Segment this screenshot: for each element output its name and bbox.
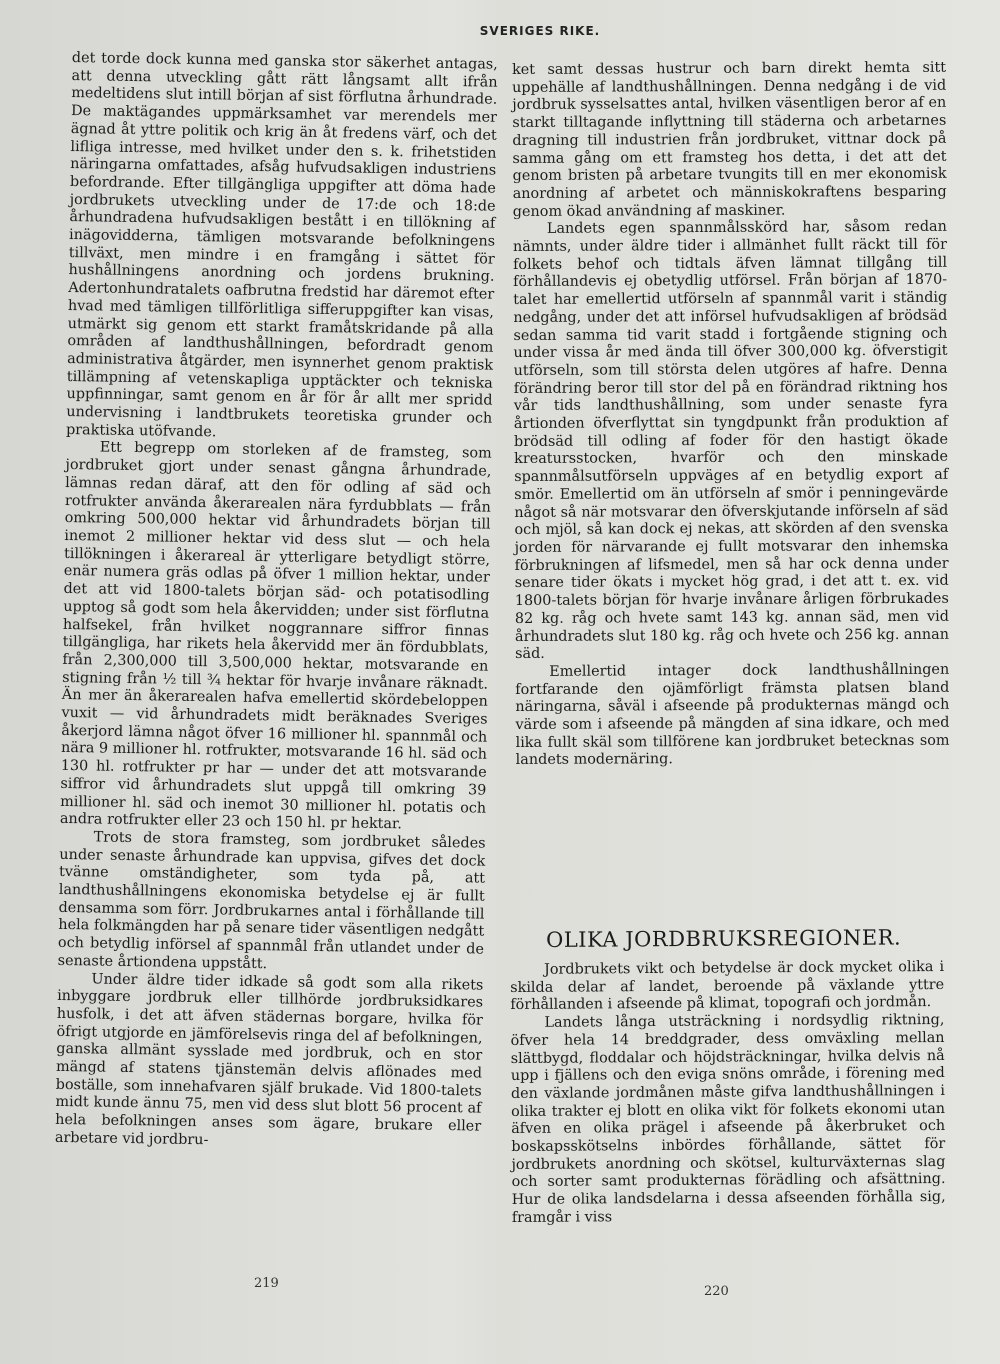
running-head: SVERIGES RIKE. [479, 24, 601, 38]
paragraph: Jordbrukets vikt och betydelse är dock mycket olika i skilda delar af landet, beroende på växlande yttre förhållanden i afseende på klimat, topografi och jordmån. [510, 958, 945, 1014]
paragraph: Emellertid intager dock landthushållningen fortfarande den ojämförligt främsta platsen bland näringarna, såväl i afseende på produkternas mängd och värde som i afseende på mängden af sina idkare, och med lika fullt skäl som tillförene kan jordbruket betecknas som landets modernäring. [515, 661, 950, 769]
paragraph: Under äldre tider idkade så godt som alla rikets inbyggare jordbruk eller tillhörde jordbruksidkares husfolk, i det att äfven städernas borgare, hvilka för öfrigt utgjorde en jämförelsevis ringa del af befolkningen, ganska allmänt sysslade med jordbruk, och en stor mängd af statens tjänstemän delvis aflönades med boställe, som innehafvaren själf brukade. Vid 1800-talets midt kunde ännu 75, men vid dess slut blott 56 procent af hela befolkningen anses som ägare, brukare eller arbetare vid jordbru- [54, 970, 484, 1149]
paragraph: ket samt dessas hustrur och barn direkt hemta sitt uppehälle af landthushållningen. Denna nedgång i de vid jordbruk sysselsattes antal, hvilken väsentligen beror af en starkt tilltagande inflyttning till städerna och arbetarnes dragning till industrien från jordbruket, vittnar dock på samma gång om ett framsteg hos detta, i det att det genom bristen på arbetare tvungits till en mer ekonomisk anordning af arbetet och människokraftens besparing genom ökad användning af maskiner. [512, 59, 947, 220]
paragraph: Trots de stora framsteg, som jordbruket således under senaste århundrade kan uppvisa, gifves det dock tvänne omständigheter, som tyda på, att landthushållningens ekonomiska betydelse ej är fullt densamma som förr. Jordbrukarnes antal i förhållande till hela folkmängden har på senare tider väsentligen nedgått och betydlig införsel af spannmål från utlandet under de senaste årtiondena uppstått. [57, 829, 486, 973]
left-page-text-column [55, 50, 498, 1154]
paragraph: Landets egen spannmålsskörd har, såsom redan nämnts, under äldre tider i allmänhet fullt räckt till för folkets behof och tidtals äfven lämnat tillgång till förhållandevis ej obetydlig utförsel. Från början af 1870-talet har emellertid utförseln af spannmål varit i ständig nedgång, under det att införsel hufvudsakligen af brödsäd sedan samma tid varit stadd i fortgående stigning och under vissa år med ända till öfver 300,000 kg. öfverstigit utförseln, som till största delen utgöres af hafre. Denna förändring beror till stor del på en förändrad riktning hos vår tids landthushållning, som under senaste fyra årtionden öfverflyttat sin tyngdpunkt från produktion af brödsäd till odling af foder för den hastigt ökade kreatursstocken, hvarför och den minskade spannmålsutförseln uppväges af en betydlig export af smör. Emellertid om än utförseln af smör i penningevärde något så när motsvarar den öfverskjutande införseln af säd och mjöl, så kan dock ej nekas, att skörden af den svenska jorden för närvarande ej fullt motsvarar den inhemska förbrukningen af lifsmedel, men så har ock denna under senare tider ökats i mycket hög grad, i det att t. ex. vid 1800-talets början för hvarje invånare årligen förbrukades 82 kg. råg och hvete samt 143 kg. annan säd, men vid århundradets slut 180 kg. råg och hvete och 256 kg. annan säd. [512, 219, 950, 663]
section-heading: OLIKA JORDBRUKSREGIONER. [546, 925, 902, 952]
paragraph: Landets långa utsträckning i nordsydlig riktning, öfver hela 14 breddgrader, dess omväxling mellan slättbygd, floddalar och höjdsträckningar, hvilka delvis nå upp i fjällens och den eviga snöns område, i förening med den växlande jordmånen måste gifva landthushållningen i olika trakter ej blott en olika vikt för folkets ekonomi utan äfven en olika prägel i afseende på åkerbruket och boskapsskötselns inbördes förhållande, sättet för jordbrukets anordning och skötsel, kulturväxternas slag och sorter samt produkternas förädling och afsättning. Hur de olika landsdelarna i dessa afseenden förhålla sig, framgår i viss [510, 1012, 946, 1226]
right-page-text-column [512, 60, 950, 770]
paragraph: Ett begrepp om storleken af de framsteg, som jordbruket gjort under senast gångna århundrade, lämnas redan däraf, att den för odling af säd och rotfrukter använda åkerarealen nära fyrdubblats — från omkring 500,000 hektar vid århundradets början till inemot 2 millioner hektar vid dess slut — och hela tillökningen i åkerareal är ytterligare betydligt större, enär numera gräs odlas på öfver 1 million hektar, under det att vid 1800-talets början säd- och potatisodling upptog så godt som hela åkervidden; under sist förflutna halfsekel, från hvilket noggrannare siffror finnas tillgängliga, har rikets hela åkervidd mer än fördubblats, från 2,300,000 till 3,500,000 hektar, motsvarande en stigning från ½ till ¾ hektar för hvarje invånare räknadt. Än mer än åkerarealen hafva emellertid skördebeloppen vuxit — vid århundradets midt beräknades Sveriges åkerjord lämna något öfver 16 millioner hl. spannmål och nära 9 millioner hl. rotfrukter, motsvarande 16 hl. säd och 130 hl. rotfrukter pr har — under det att motsvarande siffror vid århundradets slut uppgå till omkring 39 millioner hl. säd och inemot 30 millioner hl. potatis och andra rotfrukter eller 23 och 150 hl. pr hektar. [59, 439, 492, 833]
page-number-right: 220 [704, 1284, 729, 1299]
page-number-left: 219 [254, 1276, 279, 1291]
paragraph: det torde dock kunna med ganska stor säkerhet antagas, att denna utveckling gått rätt långsamt allt ifrån medeltidens slut intill början af sist förflutna århundrade. De maktägandes uppmärksamhet var merendels mer ägnad åt yttre politik och krig än åt fredens värf, och det lifliga intresse, med hvilket under den s. k. frihetstiden näringarna omfattades, afsåg hufvudsakligen industriens befordrande. Efter tillgängliga uppgifter att döma hade jordbrukets utveckling under de 17:de och 18:de århundradena hufvudsakligen bestått i en tillökning af inägovidderna, tämligen motsvarande befolkningens tillväxt, men mindre i en framgång i sättet för hushållningens anordning och jordens brukning. Adertonhundratalets oafbrutna fredstid har däremot efter hvad med tämligen tillförlitliga sifferuppgifter kan visas, utmärkt sig genom ett starkt framåtskridande på alla områden af landthushållningen, befordradt genom administrativa åtgärder, men isynnerhet genom praktisk tillämpning af vetenskapliga upptäckter och tekniska uppfinningar, samt genom en år för år allt mer spridd undervisning i landtbrukets teoretiska grunder och praktiska utöfvande. [65, 50, 498, 441]
right-page-section-text [510, 959, 946, 1228]
